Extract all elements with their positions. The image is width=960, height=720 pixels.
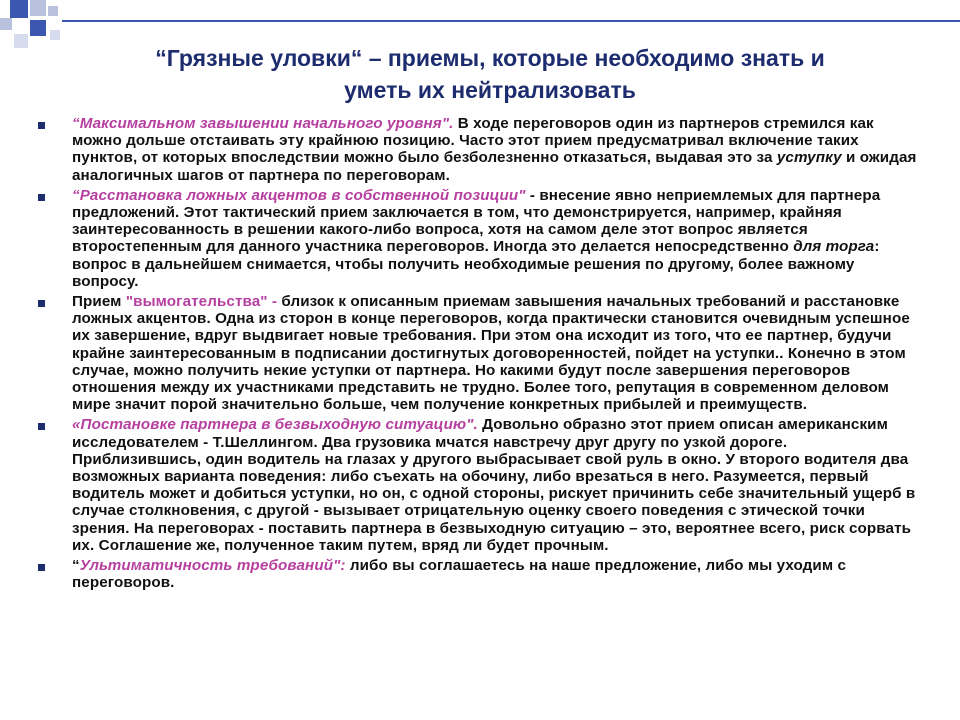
- decor-square: [48, 6, 58, 16]
- item-body: - внесение явно неприемлемых для партнера предложений. Этот тактический прием заключается в том, что демонстрируется, например, крайняя заинтересованность в решении какого-либо вопроса, хотя на самом деле этот вопрос является второстепенным для данного участника переговоров. Иногда это делается непосредственно: [72, 186, 881, 256]
- decor-square: [14, 34, 28, 48]
- item-heading: "вымогательства" -: [125, 293, 282, 311]
- title-line-2: уметь их нейтрализовать: [344, 77, 636, 103]
- item-body: и ожидая аналогичных шагов от партнера по переговорам.: [72, 149, 917, 184]
- decor-square: [10, 0, 28, 18]
- decor-square: [30, 20, 46, 36]
- list-item: [38, 293, 918, 413]
- item-body: В ходе переговоров один из партнеров стремился как можно дольше отстаивать эту крайнюю позицию. Часто этот прием предусматривал включение таких пунктов, от которых впоследствии можно было безболезненно отказаться, выдавая это за: [72, 115, 874, 167]
- square-bullet-icon: [38, 423, 45, 430]
- item-body: : вопрос в дальнейшем снимается, чтобы получить необходимые решения по другому, более важному вопросу.: [72, 238, 880, 290]
- slide-title: [70, 42, 910, 106]
- item-heading: «Постановке партнера в безвыходную ситуацию".: [72, 416, 483, 434]
- item-text: [72, 557, 918, 591]
- square-bullet-icon: [38, 122, 45, 129]
- item-heading: “Максимальном завышении начального уровня".: [72, 115, 458, 132]
- square-bullet-icon: [38, 194, 45, 201]
- list-item: [38, 557, 918, 591]
- decor-square: [30, 0, 46, 16]
- item-body: либо вы соглашаетесь на наше предложение, либо мы уходим с переговоров.: [72, 557, 847, 592]
- item-body: Прием: [72, 293, 126, 311]
- item-text: [72, 416, 918, 554]
- square-bullet-icon: [38, 300, 45, 307]
- list-item: [38, 187, 918, 290]
- item-text: [72, 293, 918, 413]
- item-body: Довольно образно этот прием описан американским исследователем - Т.Шеллингом. Два грузовика мчатся навстречу друг другу по узкой дороге. Приблизившись, один водитель на глазах у другого выбрасывает свой руль в окно. У второго водителя два возможных варианта поведения: либо съехать на обочину, либо врезаться в него. Разумеется, первый водитель может и добиться уступки, но он, с одной стороны, рискует причинить себе значительный ущерб в случае столкновения, с другой - вызывает отрицательную оценку своего поведения с этической точки зрения. На переговорах - поставить партнера в безвыходную ситуацию – это, вероятнее всего, риск сорвать их. Соглашение же, полученное таким путем, вряд ли будет прочным.: [72, 416, 916, 554]
- item-body: “: [72, 557, 80, 575]
- decor-square: [50, 30, 60, 40]
- item-emphasis: для торга: [793, 238, 875, 256]
- top-rule: [62, 20, 960, 22]
- list-item: [38, 115, 918, 184]
- decor-square: [0, 18, 12, 30]
- item-text: [72, 115, 918, 184]
- item-heading: Ультиматичность требований":: [79, 557, 350, 575]
- item-heading: “Расстановка ложных акцентов в собственной позиции": [72, 186, 526, 204]
- square-bullet-icon: [38, 564, 45, 571]
- item-emphasis: уступку: [776, 149, 842, 167]
- bullet-list: [38, 115, 918, 594]
- item-text: [72, 187, 918, 290]
- title-line-1: “Грязные уловки“ – приемы, которые необходимо знать и: [155, 45, 825, 71]
- list-item: [38, 416, 918, 554]
- item-body: близок к описанным приемам завышения начальных требований и расстановке ложных акцентов. Одна из сторон в конце переговоров, когда практически становится очевидным успешное их завершение, вдруг выдвигает новые требования. При этом она исходит из того, что ее партнер, будучи крайне заинтересованным в подписании достигнутых договоренностей, пойдет на уступки.. Конечно в этом случае, можно получить некие уступки от партнера. Но какими будут после завершения переговоров отношения между их участниками представить не трудно. Более того, репутация в современном деловом мире значит порой значительно больше, чем получение конкретных прибылей и преимуществ.: [72, 293, 910, 414]
- corner-decoration: [0, 0, 80, 60]
